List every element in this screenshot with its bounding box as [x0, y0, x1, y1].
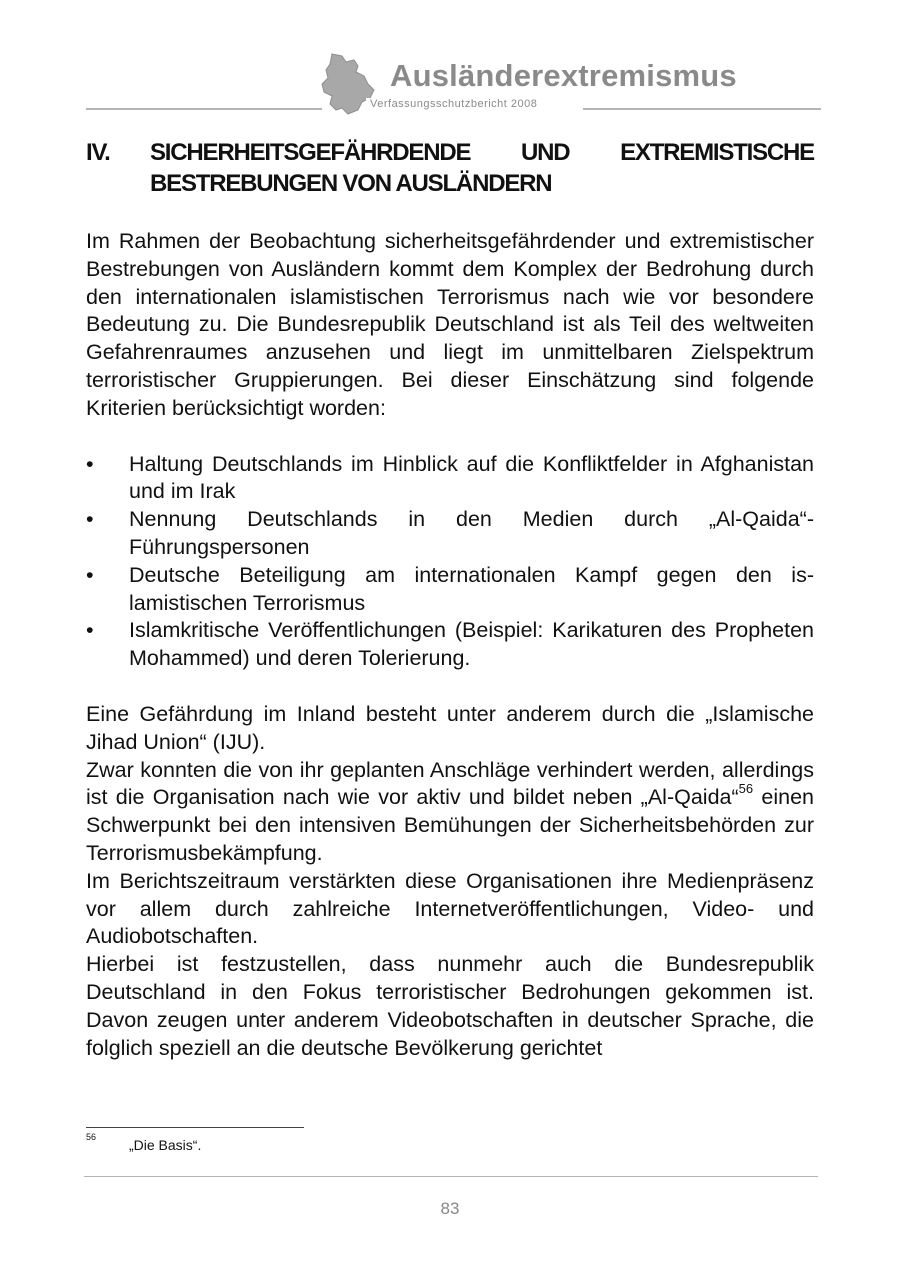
page-number: 83 — [440, 1199, 460, 1218]
list-item-text: Deutsche Beteiligung am internationalen Kampf gegen den islamistischen Terrorismus — [129, 562, 814, 615]
list-item — [86, 451, 814, 507]
bullet-marker: • — [86, 562, 94, 587]
paragraph-text: Zwar konnten die von ihr geplanten Anschläge verhindert werden, allerdings ist die Organisation nach wie vor aktiv und bildet neben „Al-Qaida“ — [86, 757, 814, 810]
paragraph-al-qaida — [86, 757, 814, 868]
bullet-marker: • — [86, 507, 94, 532]
footnote-text: „Die Basis“. — [129, 1137, 202, 1153]
list-item-text: Nennung Deutschlands in den Medien durch „Al-Qaida“-Führungspersonen — [129, 507, 814, 559]
list-item-text: Islamkritische Veröffentlichungen (Beispiel: Karikaturen des Propheten Mohammed) und deren Tolerierung. — [129, 618, 814, 671]
list-item — [86, 617, 814, 673]
paragraph-media: Im Berichtszeitraum verstärkten diese Organisationen ihre Medienpräsenz vor allem durch zahlreiche Internetveröffentlichungen, Video- und Audiobotschaften. — [86, 868, 814, 949]
footnote-number: 56 — [86, 1132, 97, 1142]
paragraph-iju: Eine Gefährdung im Inland besteht unter anderem durch die „Islamische Jihad Union“ (IJU). — [86, 701, 814, 754]
header-rule-right — [583, 108, 821, 110]
section-heading — [86, 137, 814, 199]
list-item — [86, 562, 814, 618]
bullet-marker: • — [86, 618, 94, 643]
bullet-marker: • — [86, 451, 94, 476]
footnote-ref[interactable]: 56 — [738, 781, 754, 797]
paragraph-focus: Hierbei ist festzustellen, dass nunmehr auch die Bundesrepublik Deutschland in den Fokus terroristischer Bedrohungen gekommen ist. Davon zeugen unter anderem Videobotschaften in deutscher Sprache, die folglich speziell an die deutsche Bevölkerung gerichtet — [86, 952, 814, 1060]
section-title: SICHERHEITSGEFÄHRDENDE UND EXTREMISTISCHE BESTREBUNGEN VON AUSLÄNDERN — [150, 139, 814, 197]
footer-rule — [84, 1176, 818, 1177]
header-title: Ausländerextremismus — [390, 58, 737, 93]
list-item — [86, 506, 814, 562]
header-subtitle: Verfassungsschutzbericht 2008 — [366, 98, 541, 110]
body-text — [86, 228, 814, 1062]
list-item-text: Haltung Deutschlands im Hinblick auf die Konfliktfelder in Afghanistan und im Irak — [129, 451, 814, 504]
paragraph-text: einen Schwerpunkt bei den intensiven Bemühungen der Sicherheitsbehörden zur Terrorismusbekämpfung. — [86, 785, 814, 865]
intro-paragraph: Im Rahmen der Beobachtung sicherheitsgefährdender und extremistischer Bestrebungen von Ausländern kommt dem Komplex der Bedrohung durch den internationalen islamistischen Terrorismus nach wie vor besondere Bedeutung zu. Die Bundesrepublik Deutschland ist als Teil des weltweiten Gefahrenraumes anzusehen und liegt im unmittelbaren Zielspektrum terroristischer Gruppierungen. Bei dieser Einschätzung sind folgende Kriterien berücksichtigt worden: — [86, 229, 814, 420]
section-number: IV. — [86, 139, 110, 166]
criteria-list — [86, 451, 814, 673]
footnote-rule — [86, 1127, 304, 1128]
header-rule-left — [86, 108, 322, 110]
